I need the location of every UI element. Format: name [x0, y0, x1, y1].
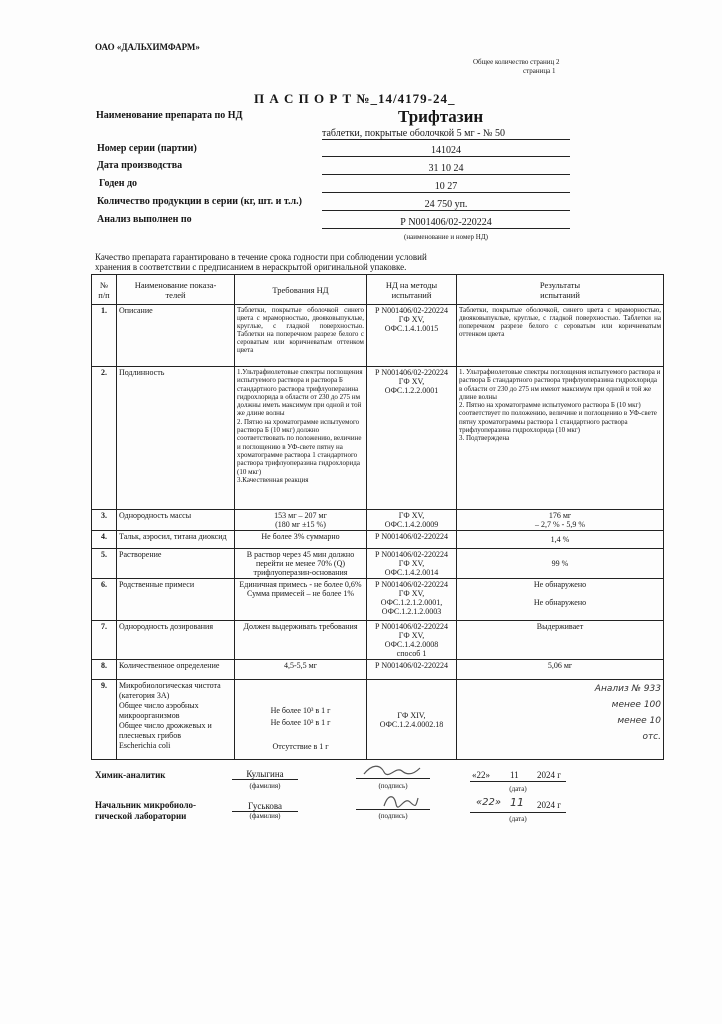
row-result: Таблетки, покрытые оболочкой, синего цвета с мраморностью, двояковыпуклые, круглые, с гладкой поверхностью. Таблетки на поперечном разрезе белого с сероватым или коричневатым оттенком цвета	[457, 305, 664, 367]
table-row	[92, 579, 664, 621]
row-result: 1,4 %	[457, 531, 664, 549]
chemist-name: Кулыгина	[232, 769, 298, 780]
row-result: 176 мг – 2,7 % - 5,9 %	[457, 510, 664, 531]
row-method: Р N001406/02-220224 ГФ XV, ОФС.1.4.1.0015	[367, 305, 457, 367]
row-number: 4.	[92, 531, 117, 549]
col-header-methods: НД на методы испытаний	[367, 275, 457, 305]
chemist-label: Химик-аналитик	[95, 770, 166, 780]
table-row	[92, 510, 664, 531]
row-parameter: Микробиологическая чистота (категория 3А) Общее число аэробных микроорганизмов Общее число дрожжевых и плесневых грибов Escherichia coli	[117, 680, 235, 760]
chemist-date-line	[470, 780, 566, 782]
row-number: 6.	[92, 579, 117, 621]
row-number: 5.	[92, 549, 117, 579]
lab-head-date-year: 2024 г	[537, 800, 561, 810]
lab-head-date-caption: (дата)	[509, 815, 527, 823]
row-parameter: Однородность дозирования	[117, 621, 235, 660]
quantity-value: 24 750 уп.	[322, 199, 570, 211]
row-requirement: 1.Ультрафиолетовые спектры поглощения испытуемого раствора и раствора Б стандартного раствора трифлуоперазина гидрохлорида в области от 230 до 275 нм должны иметь максимум при одной и той же длине волны 2. Пятно на хроматограмме испытуемого раствора Б (10 мкг) должно соответствовать по положению, величине и поглощению в УФ-свете пятну на хроматограмме раствора 1 стандартного раствора трифлуоперазина гидрохлорида (10 мкг) 3.Качественная реакция	[235, 367, 367, 510]
col-header-requirements: Требования НД	[235, 275, 367, 305]
row-parameter: Подлинность	[117, 367, 235, 510]
row-requirement: Единичная примесь - не более 0,6% Сумма примесей – не более 1%	[235, 579, 367, 621]
row-method: Р N001406/02-220224	[367, 660, 457, 680]
lab-head-signature	[380, 792, 420, 810]
row-parameter: Растворение	[117, 549, 235, 579]
prod-date-label: Дата производства	[97, 160, 183, 171]
lab-head-label-2: гической лаборатории	[95, 811, 187, 821]
row-result: 5,06 мг	[457, 660, 664, 680]
analysis-doc: Р N001406/02-220224	[322, 217, 570, 229]
row-number: 7.	[92, 621, 117, 660]
row-parameter: Тальк, аэросил, титана диоксид	[117, 531, 235, 549]
row-number: 2.	[92, 367, 117, 510]
table-row	[92, 549, 664, 579]
chemist-signature-caption: (подпись)	[378, 782, 408, 790]
page-total: Общее количество страниц 2	[473, 58, 560, 66]
chemist-date-year: 2024 г	[537, 770, 561, 780]
guarantee-line-1: Качество препарата гарантировано в течение срока годности при соблюдении условий	[95, 252, 427, 262]
chemist-date-caption: (дата)	[509, 785, 527, 793]
row-requirement: Не более 3% суммарно	[235, 531, 367, 549]
prod-date-value: 31 10 24	[322, 163, 570, 175]
batch-value: 141024	[322, 145, 570, 157]
page-number: страница 1	[523, 67, 556, 75]
row-method: Р N001406/02-220224 ГФ XV, ОФС.1.4.2.0014	[367, 549, 457, 579]
passport-title: П А С П О Р Т №_14/4179-24_	[254, 91, 456, 106]
row-number: 8.	[92, 660, 117, 680]
row-result: Выдерживает	[457, 621, 664, 660]
drug-name-label: Наименование препарата по НД	[96, 110, 243, 121]
col-header-number: № п/п	[92, 275, 117, 305]
table-row	[92, 680, 664, 760]
lab-head-signature-caption: (подпись)	[378, 812, 408, 820]
col-header-parameter: Наименование показа- телей	[117, 275, 235, 305]
row-requirement: Не более 10³ в 1 г Не более 10² в 1 г Отсутствие в 1 г	[235, 680, 367, 760]
row-parameter: Однородность массы	[117, 510, 235, 531]
row-number: 1.	[92, 305, 117, 367]
row-method: Р N001406/02-220224 ГФ XV, ОФС.1.4.2.0008 способ 1	[367, 621, 457, 660]
table-row	[92, 367, 664, 510]
chemist-date-month: 11	[510, 770, 519, 780]
guarantee-line-2: хранения в соответствии с предписанием в нераскрытой оригинальной упаковке.	[95, 262, 407, 272]
row-method: Р N001406/02-220224 ГФ XV, ОФС.1.2.1.2.0001, ОФС.1.2.1.2.0003	[367, 579, 457, 621]
lab-head-date-month: 11	[510, 796, 524, 809]
lab-head-surname-caption: (фамилия)	[249, 812, 281, 820]
row-requirement: 153 мг – 207 мг (180 мг ±15 %)	[235, 510, 367, 531]
company-name: ОАО «ДАЛЬХИМФАРМ»	[95, 42, 200, 52]
row-result: Не обнаружено Не обнаружено	[457, 579, 664, 621]
lab-head-label-1: Начальник микробиоло-	[95, 800, 197, 810]
expiry-value: 10 27	[322, 181, 570, 193]
quantity-label: Количество продукции в серии (кг, шт. и т.л.)	[97, 196, 302, 207]
row-parameter: Количественное определение	[117, 660, 235, 680]
quality-table	[91, 274, 664, 760]
table-row	[92, 531, 664, 549]
row-method: Р N001406/02-220224	[367, 531, 457, 549]
chemist-surname-caption: (фамилия)	[249, 782, 281, 790]
row-method: ГФ XIV, ОФС.1.2.4.0002.18	[367, 680, 457, 760]
lab-head-date-line	[470, 811, 566, 813]
expiry-label: Годен до	[99, 178, 138, 189]
row-method: Р N001406/02-220224 ГФ XV, ОФС.1.2.2.0001	[367, 367, 457, 510]
col-header-results: Результаты испытаний	[457, 275, 664, 305]
row-number: 9.	[92, 680, 117, 760]
chemist-date-day: «22»	[472, 770, 490, 780]
row-result: 99 %	[457, 549, 664, 579]
analysis-caption: (наименование и номер НД)	[404, 233, 488, 241]
row-result: 1. Ультрафиолетовые спектры поглощения испытуемого раствора и раствора Б стандартного раствора трифлуоперазина гидрохлорида в области от 230 до 275 нм имеют максимум при одной и той же длине волны 2. Пятно на хроматограмме испытуемого раствора Б (10 мкг) соответствует по положению, величине и поглощению в УФ-свете пятну хроматограммы раствора 1 стандартного раствора трифлуоперазина гидрохлорида (10 мкг) 3. Подтверждена	[457, 367, 664, 510]
row-requirement: Должен выдерживать требования	[235, 621, 367, 660]
row-requirement: В раствор через 45 мин должно перейти не менее 70% (Q) трифлуоперазин-основания	[235, 549, 367, 579]
drug-form: таблетки, покрытые оболочкой 5 мг - № 50	[322, 128, 570, 140]
row-parameter: Родственные примеси	[117, 579, 235, 621]
analysis-label: Анализ выполнен по	[97, 214, 192, 225]
batch-label: Номер серии (партии)	[97, 143, 197, 154]
row-requirement: Таблетки, покрытые оболочкой синего цвета с мраморностью, двояковыпуклые, круглые, с гладкой поверхностью. Таблетки на поперечном разрезе белого с сероватым или коричневатым оттенком цвета	[235, 305, 367, 367]
row-parameter: Описание	[117, 305, 235, 367]
lab-head-date-day: «22»	[476, 797, 502, 808]
lab-head-name: Гуськова	[232, 801, 298, 812]
row-result: Анализ № 933 менее 100 менее 10 отс.	[457, 680, 664, 760]
row-method: ГФ XV, ОФС.1.4.2.0009	[367, 510, 457, 531]
table-header-row	[92, 275, 664, 305]
table-row	[92, 305, 664, 367]
row-requirement: 4,5-5,5 мг	[235, 660, 367, 680]
row-number: 3.	[92, 510, 117, 531]
chemist-signature	[362, 762, 422, 778]
table-row	[92, 660, 664, 680]
drug-name: Трифтазин	[398, 107, 484, 126]
table-row	[92, 621, 664, 660]
